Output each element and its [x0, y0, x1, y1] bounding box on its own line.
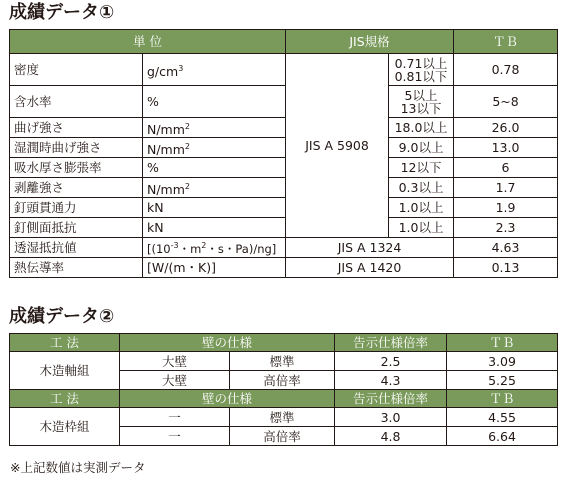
wall-cell: 一 [120, 427, 230, 446]
unit-cell: [($10^{-3}$・$m^2$・s・Pa)/ng] [143, 238, 286, 258]
unit-cell: % [143, 158, 286, 178]
wall-cell: 大壁 [120, 352, 230, 371]
property-name: 密度 [10, 54, 143, 86]
table-row [10, 54, 558, 86]
jis-value: 9.0以上 [389, 138, 454, 158]
table-row [10, 258, 558, 278]
tb-value: 1.7 [454, 178, 558, 198]
table-row [10, 352, 558, 371]
unit-cell: $N/mm^2$ [143, 178, 286, 198]
ratio-cell: 4.3 [335, 371, 447, 390]
table-row [10, 86, 558, 118]
jis-standard: JIS A 1420 [286, 258, 454, 278]
ratio-cell: 4.8 [335, 427, 447, 446]
header-unit: 単 位 [10, 30, 286, 54]
property-name: 曲げ強さ [10, 118, 143, 138]
property-name: 釘側面抵抗 [10, 218, 143, 238]
jis-value: 12以下 [389, 158, 454, 178]
unit-cell: kN [143, 198, 286, 218]
jis-standard-shared: JIS A 5908 [286, 54, 389, 238]
unit-cell: $N/mm^2$ [143, 138, 286, 158]
property-name: 湿潤時曲げ強さ [10, 138, 143, 158]
tb-value: 2.3 [454, 218, 558, 238]
property-name: 剥離強さ [10, 178, 143, 198]
jis-value: 18.0以上 [389, 118, 454, 138]
jis-value: 1.0以上 [389, 218, 454, 238]
tb-value: 3.09 [447, 352, 558, 371]
table-row [10, 178, 558, 198]
wall-cell: 大壁 [120, 371, 230, 390]
header-jis: JIS規格 [286, 30, 454, 54]
header-tb: ＴＢ [447, 334, 558, 352]
table-row [10, 158, 558, 178]
property-name: 吸水厚さ膨張率 [10, 158, 143, 178]
jis-value: 5以上 13以下 [389, 86, 454, 118]
property-name: 含水率 [10, 86, 143, 118]
wall-cell: 一 [120, 408, 230, 427]
table-row [10, 118, 558, 138]
tb-value: 5~8 [454, 86, 558, 118]
table-row [10, 408, 558, 427]
tb-value: 0.78 [454, 54, 558, 86]
property-name: 釘頭貫通力 [10, 198, 143, 218]
header-ratio: 告示仕様倍率 [335, 390, 447, 408]
tb-value: 4.63 [454, 238, 558, 258]
ratio-cell: 2.5 [335, 352, 447, 371]
jis-value: 0.71以上 0.81以下 [389, 54, 454, 86]
tb-value: 13.0 [454, 138, 558, 158]
spec-cell: 高倍率 [230, 427, 335, 446]
jis-standard: JIS A 1324 [286, 238, 454, 258]
footnote: ※上記数値は実測データ [10, 460, 146, 475]
ratio-cell: 3.0 [335, 408, 447, 427]
spec-cell: 高倍率 [230, 371, 335, 390]
table1 [9, 29, 558, 278]
unit-cell: kN [143, 218, 286, 238]
method-cell: 木造枠組 [10, 408, 120, 446]
table-row [10, 198, 558, 218]
method-cell: 木造軸組 [10, 352, 120, 390]
tb-value: 6 [454, 158, 558, 178]
property-name: 熱伝導率 [10, 258, 143, 278]
tb-value: 5.25 [447, 371, 558, 390]
jis-value: 1.0以上 [389, 198, 454, 218]
table-row [10, 218, 558, 238]
tb-value: 4.55 [447, 408, 558, 427]
tb-value: 1.9 [454, 198, 558, 218]
table-row [10, 238, 558, 258]
header-tb: ＴＢ [447, 390, 558, 408]
header-method: 工 法 [10, 334, 120, 352]
property-name: 透湿抵抗値 [10, 238, 143, 258]
table2 [9, 333, 558, 446]
spec-cell: 標準 [230, 408, 335, 427]
unit-cell: % [143, 86, 286, 118]
unit-cell: $N/mm^2$ [143, 118, 286, 138]
header-method: 工 法 [10, 390, 120, 408]
table2-title: 成績データ② [9, 306, 115, 327]
jis-value: 0.3以上 [389, 178, 454, 198]
unit-cell: [W/(m・K)] [143, 258, 286, 278]
unit-cell: $g/cm^3$ [143, 54, 286, 86]
tb-value: 6.64 [447, 427, 558, 446]
header-wall-spec: 壁の仕様 [120, 334, 335, 352]
header-tb: ＴＢ [454, 30, 558, 54]
tb-value: 26.0 [454, 118, 558, 138]
header-ratio: 告示仕様倍率 [335, 334, 447, 352]
table1-title: 成績データ① [9, 2, 115, 23]
tb-value: 0.13 [454, 258, 558, 278]
table-row [10, 138, 558, 158]
spec-cell: 標準 [230, 352, 335, 371]
header-wall-spec: 壁の仕様 [120, 390, 335, 408]
